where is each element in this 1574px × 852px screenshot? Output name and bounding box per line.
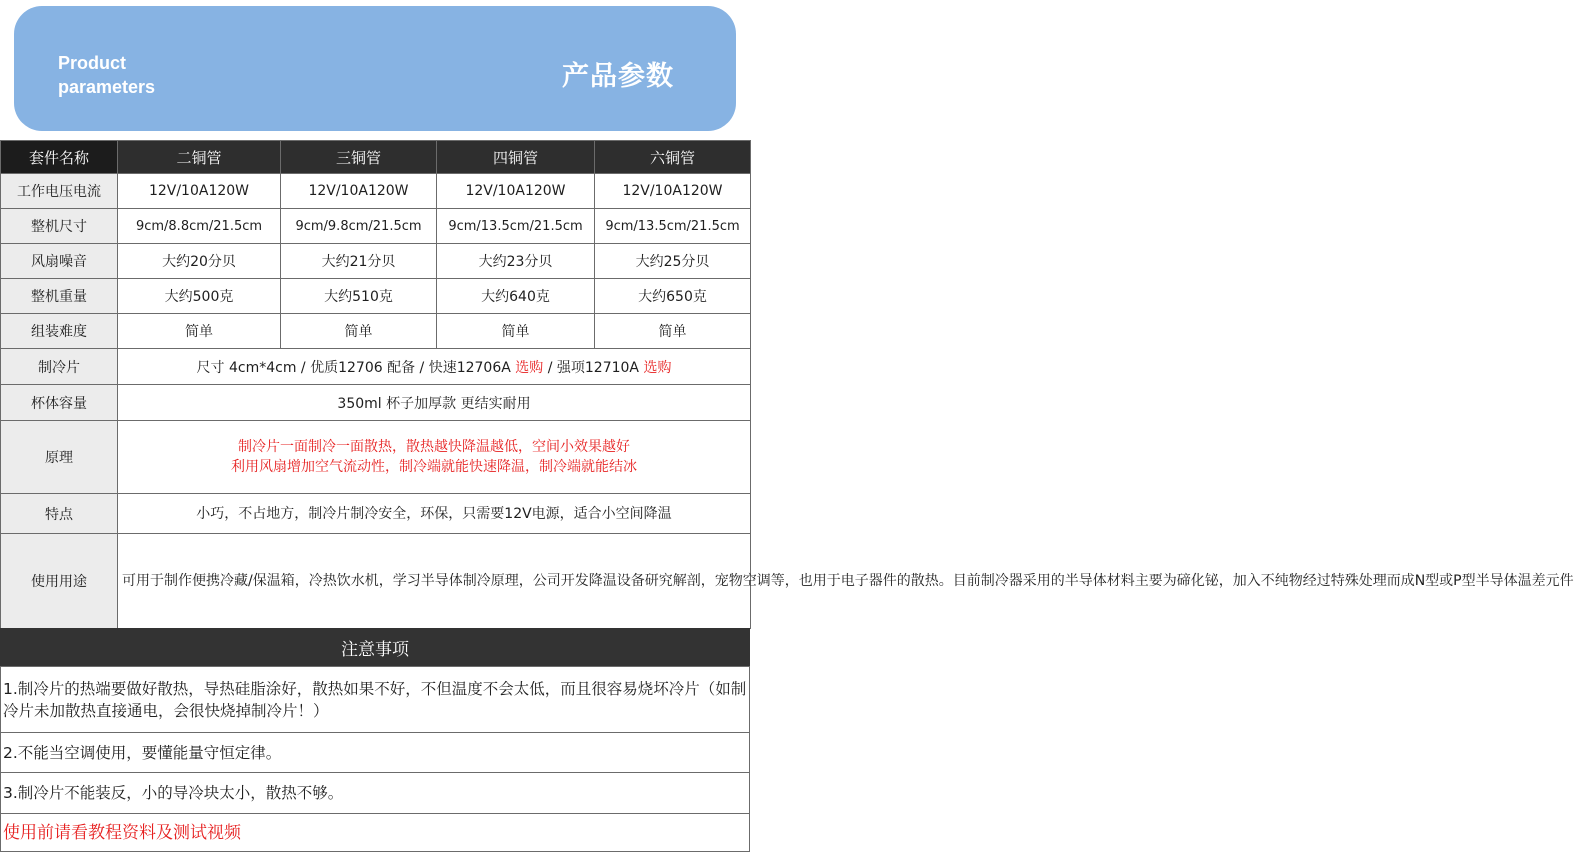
table-cell: 12V/10A120W: [595, 174, 751, 209]
peltier-spec: [118, 349, 751, 385]
row-label: 制冷片: [1, 349, 118, 385]
row-label: 整机重量: [1, 279, 118, 314]
banner-title-en: [58, 51, 155, 99]
header-model: 三铜管: [281, 141, 437, 174]
table-cell: 12V/10A120W: [281, 174, 437, 209]
table-row-features: [1, 494, 751, 534]
notice-item: 2.不能当空调使用，要懂能量守恒定律。: [0, 733, 750, 773]
header-model: 二铜管: [118, 141, 281, 174]
table-cell: 大约640克: [437, 279, 595, 314]
row-label: 组装难度: [1, 314, 118, 349]
table-row: [1, 174, 751, 209]
banner-title-en-line1: Product: [58, 53, 127, 73]
table-cell: 大约500克: [118, 279, 281, 314]
row-label: 整机尺寸: [1, 209, 118, 244]
header-model: 四铜管: [437, 141, 595, 174]
principle-line: 利用风扇增加空气流动性，制冷端就能快速降温，制冷端就能结冰: [231, 459, 637, 475]
features-text: 小巧，不占地方，制冷片制冷安全，环保，只需要12V电源，适合小空间降温: [118, 494, 751, 534]
row-label: 风扇噪音: [1, 244, 118, 279]
row-label: 原理: [1, 421, 118, 494]
table-row-peltier: [1, 349, 751, 385]
table-cell: 12V/10A120W: [118, 174, 281, 209]
table-cell: 9cm/8.8cm/21.5cm: [118, 209, 281, 244]
table-cell: 简单: [118, 314, 281, 349]
notice-item: 3.制冷片不能装反，小的导冷块太小，散热不够。: [0, 773, 750, 814]
table-cell: 大约23分贝: [437, 244, 595, 279]
table-row-principle: [1, 421, 751, 494]
table-cell: 大约25分贝: [595, 244, 751, 279]
table-cell: 9cm/13.5cm/21.5cm: [595, 209, 751, 244]
capacity-value: 350ml 杯子加厚款 更结实耐用: [118, 385, 751, 421]
principle-line: 制冷片一面制冷一面散热，散热越快降温越低，空间小效果越好: [238, 439, 630, 455]
table-row: [1, 244, 751, 279]
table-cell: 简单: [437, 314, 595, 349]
notice-item: 1.制冷片的热端要做好散热，导热硅脂涂好，散热如果不好，不但温度不会太低，而且很容易烧坏冷片（如制冷片未加散热直接通电，会很快烧掉制冷片！）: [0, 666, 750, 733]
table-row: [1, 209, 751, 244]
principle-text: [118, 421, 751, 494]
notice-title: 注意事项: [0, 628, 750, 666]
usage-text: 可用于制作便携冷藏/保温箱，冷热饮水机，学习半导体制冷原理，公司开发降温设备研究解剖，宠物空调等，也用于电子器件的散热。目前制冷器采用的半导体材料主要为碲化铋，加入不纯物经过特殊处理而成N型或P型半导体温差元件: [118, 534, 751, 629]
row-label: 特点: [1, 494, 118, 534]
row-label: 杯体容量: [1, 385, 118, 421]
table-header-row: [1, 141, 751, 174]
table-row: [1, 279, 751, 314]
spec-table: [0, 140, 1574, 629]
table-cell: 9cm/9.8cm/21.5cm: [281, 209, 437, 244]
table-cell: 简单: [595, 314, 751, 349]
table-cell: 大约510克: [281, 279, 437, 314]
notice-tutorial-reminder: 使用前请看教程资料及测试视频: [0, 814, 750, 852]
table-row-usage: [1, 534, 751, 629]
header-kit-name: 套件名称: [1, 141, 118, 174]
header-model: 六铜管: [595, 141, 751, 174]
optional-purchase-label: 选购: [515, 359, 544, 376]
table-row-capacity: [1, 385, 751, 421]
product-parameters-banner: [14, 6, 736, 131]
peltier-text-b: / 强项12710A: [543, 359, 644, 376]
table-cell: 大约650克: [595, 279, 751, 314]
table-cell: 大约21分贝: [281, 244, 437, 279]
peltier-text-a: 尺寸 4cm*4cm / 优质12706 配备 / 快速12706A: [196, 359, 516, 376]
table-cell: 12V/10A120W: [437, 174, 595, 209]
table-cell: 简单: [281, 314, 437, 349]
table-row: [1, 314, 751, 349]
table-cell: 9cm/13.5cm/21.5cm: [437, 209, 595, 244]
optional-purchase-label: 选购: [643, 359, 672, 376]
row-label: 工作电压电流: [1, 174, 118, 209]
row-label: 使用用途: [1, 534, 118, 629]
table-cell: 大约20分贝: [118, 244, 281, 279]
banner-title-cn: 产品参数: [562, 61, 674, 92]
banner-title-en-line2: parameters: [58, 77, 156, 97]
